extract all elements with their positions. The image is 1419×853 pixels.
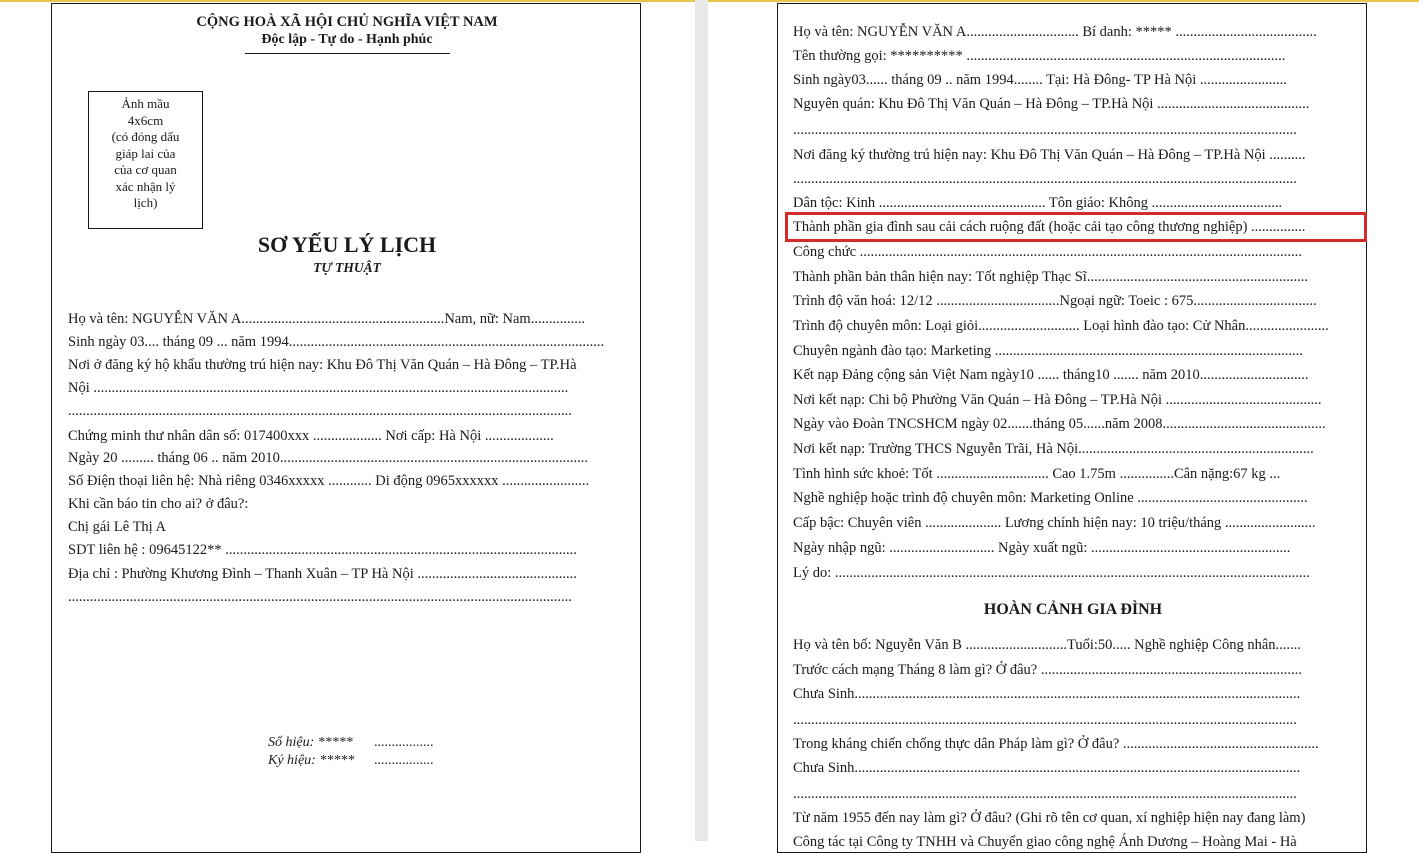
field-line: Nguyên quán: Khu Đô Thị Văn Quán – Hà Đông – TP.Hà Nội .......................................... (793, 96, 1310, 112)
field-line: Họ và tên: NGUYỄN VĂN A........................................................Nam, nữ: Nam............... (68, 311, 586, 327)
family-line: Từ năm 1955 đến nay làm gì? Ở đâu? (Ghi rõ tên cơ quan, xí nghiệp hiện nay đang làm) (793, 810, 1306, 826)
ky-hieu-dots: ................. (374, 753, 434, 768)
field-line: Cấp bậc: Chuyên viên ..................... Lương chính hiện nay: 10 triệu/tháng ......................... (793, 515, 1316, 531)
field-line: SDT liên hệ : 09645122** ................................................................................................. (68, 542, 577, 558)
header-country: CỘNG HOÀ XÃ HỘI CHỦ NGHĨA VIỆT NAM (196, 14, 498, 30)
family-line: Chưa Sinh........................................................................................................................... (793, 760, 1301, 776)
family-line: Công tác tại Công ty TNHH và Chuyển giao công nghệ Ánh Dương – Hoàng Mai - Hà (793, 834, 1297, 850)
field-line: Sinh ngày 03.... tháng 09 ... năm 1994....................................................................................... (68, 334, 605, 350)
field-line: Ngày nhập ngũ: ............................. Ngày xuất ngũ: ....................................................... (793, 540, 1291, 556)
photo-text-line: Ảnh mầu (121, 96, 170, 111)
field-line: Công chức .......................................................................................................................... (793, 244, 1302, 260)
photo-placeholder (88, 91, 203, 229)
section-title: HOÀN CẢNH GIA ĐÌNH (983, 601, 1163, 618)
field-line: Số Điện thoại liên hệ: Nhà riêng 0346xxxxx ............ Di động 0965xxxxxx ........................ (68, 473, 590, 489)
field-line: Dân tộc: Kinh .............................................. Tôn giáo: Không .................................... (793, 195, 1283, 211)
field-line: Khi cần báo tin cho ai? ở đâu?: (68, 496, 249, 512)
field-line: Nghề nghiệp hoặc trình độ chuyên môn: Marketing Online ............................................... (793, 490, 1308, 506)
ky-hieu-label: Ký hiệu: ***** (268, 753, 355, 768)
field-line: Trình độ văn hoá: 12/12 ..................................Ngoại ngữ: Toeic : 675.................................. (793, 293, 1317, 309)
family-line: Chưa Sinh........................................................................................................................... (793, 686, 1301, 702)
family-line: ........................................................................................................................................... (793, 712, 1297, 728)
photo-text-line: lịch) (133, 195, 158, 210)
highlight-box (785, 212, 1367, 242)
document-title: SƠ YẾU LÝ LỊCH (257, 232, 437, 257)
photo-text-line: 4x6cm (127, 112, 164, 128)
photo-text-line: (có đóng dấu (111, 129, 180, 144)
field-line: Nơi đăng ký thường trú hiện nay: Khu Đô Thị Văn Quán – Hà Đông – TP.Hà Nội .......... (793, 147, 1306, 163)
field-line: ........................................................................................................................................... (68, 403, 572, 419)
field-line: Nơi kết nạp: Chi bộ Phường Văn Quán – Hà Đông – TP.Hà Nội ........................................... (793, 392, 1322, 408)
field-line: Chứng minh thư nhân dân số: 017400xxx ................... Nơi cấp: Hà Nội ................... (68, 428, 554, 444)
field-line: Họ và tên: NGUYỄN VĂN A............................... Bí danh: ***** ....................................... (793, 24, 1317, 40)
field-line: Địa chỉ : Phường Khương Đình – Thanh Xuân – TP Hà Nội ............................................ (68, 566, 577, 582)
field-line: Chị gái Lê Thị A (68, 519, 167, 535)
field-line: ........................................................................................................................................... (793, 122, 1297, 138)
motto-underline (245, 53, 450, 54)
field-line: Lý do: ................................................................................................................................... (793, 565, 1310, 581)
field-line: Kết nạp Đảng cộng sản Việt Nam ngày10 ...... tháng10 ....... năm 2010.............................. (793, 367, 1309, 383)
field-line: Thành phần bản thân hiện nay: Tốt nghiệp Thạc Sĩ............................................................. (793, 269, 1308, 285)
family-line: Họ và tên bố: Nguyễn Văn B ............................Tuổi:50..... Nghề nghiệp Công nhân....... (793, 637, 1301, 653)
photo-text-line: giáp lai của (115, 145, 176, 161)
photo-text-line: xác nhận lý (115, 178, 176, 194)
field-line: Tình hình sức khoẻ: Tốt ............................... Cao 1.75m ...............Cân nặng:67 kg ... (793, 466, 1281, 482)
family-line: Trong kháng chiến chống thực dân Pháp làm gì? Ở đâu? ...................................................... (793, 736, 1319, 752)
document-page-right (777, 3, 1367, 853)
window-top-accent (0, 0, 1419, 2)
family-line: Trước cách mạng Tháng 8 làm gì? Ở đâu? ........................................................................ (793, 662, 1302, 678)
field-line: Trình độ chuyên môn: Loại giỏi............................ Loại hình đào tạo: Cử Nhân....................... (793, 318, 1329, 334)
photo-text-line: của cơ quan (114, 162, 177, 177)
field-line: Ngày 20 ......... tháng 06 .. năm 2010..................................................................................... (68, 450, 588, 466)
family-line: ........................................................................................................................................... (793, 786, 1297, 802)
field-line: Sinh ngày03...... tháng 09 .. năm 1994........ Tại: Hà Đông- TP Hà Nội ........................ (793, 72, 1287, 88)
field-line: ........................................................................................................................................... (68, 589, 572, 605)
field-line: Chuyên ngành đào tạo: Marketing ..................................................................................... (793, 343, 1303, 359)
field-line: Nội ................................................................................................................................... (68, 380, 569, 396)
field-line: Nơi kết nạp: Trường THCS Nguyễn Trãi, Hà Nội................................................................. (793, 441, 1314, 457)
field-line: Ngày vào Đoàn TNCSHCM ngày 02.......tháng 05......năm 2008............................................. (793, 416, 1326, 432)
document-page-left (51, 3, 641, 853)
so-hieu-dots: ................. (374, 735, 434, 750)
field-line-highlighted: Thành phần gia đình sau cải cách ruộng đất (hoặc cải tạo công thương nghiệp) ............... (793, 219, 1306, 235)
so-hieu-label: Số hiệu: ***** (268, 735, 353, 750)
document-subtitle: TỰ THUẬT (313, 260, 381, 275)
field-line: Tên thường gọi: ********** ........................................................................................ (793, 48, 1286, 64)
header-motto: Độc lập - Tự do - Hạnh phúc (261, 32, 433, 47)
field-line: ........................................................................................................................................... (793, 171, 1297, 187)
field-line: Nơi ở đăng ký hộ khẩu thường trú hiện nay: Khu Đô Thị Văn Quán – Hà Đông – TP.Hà (68, 357, 577, 373)
page-gutter (695, 0, 708, 841)
